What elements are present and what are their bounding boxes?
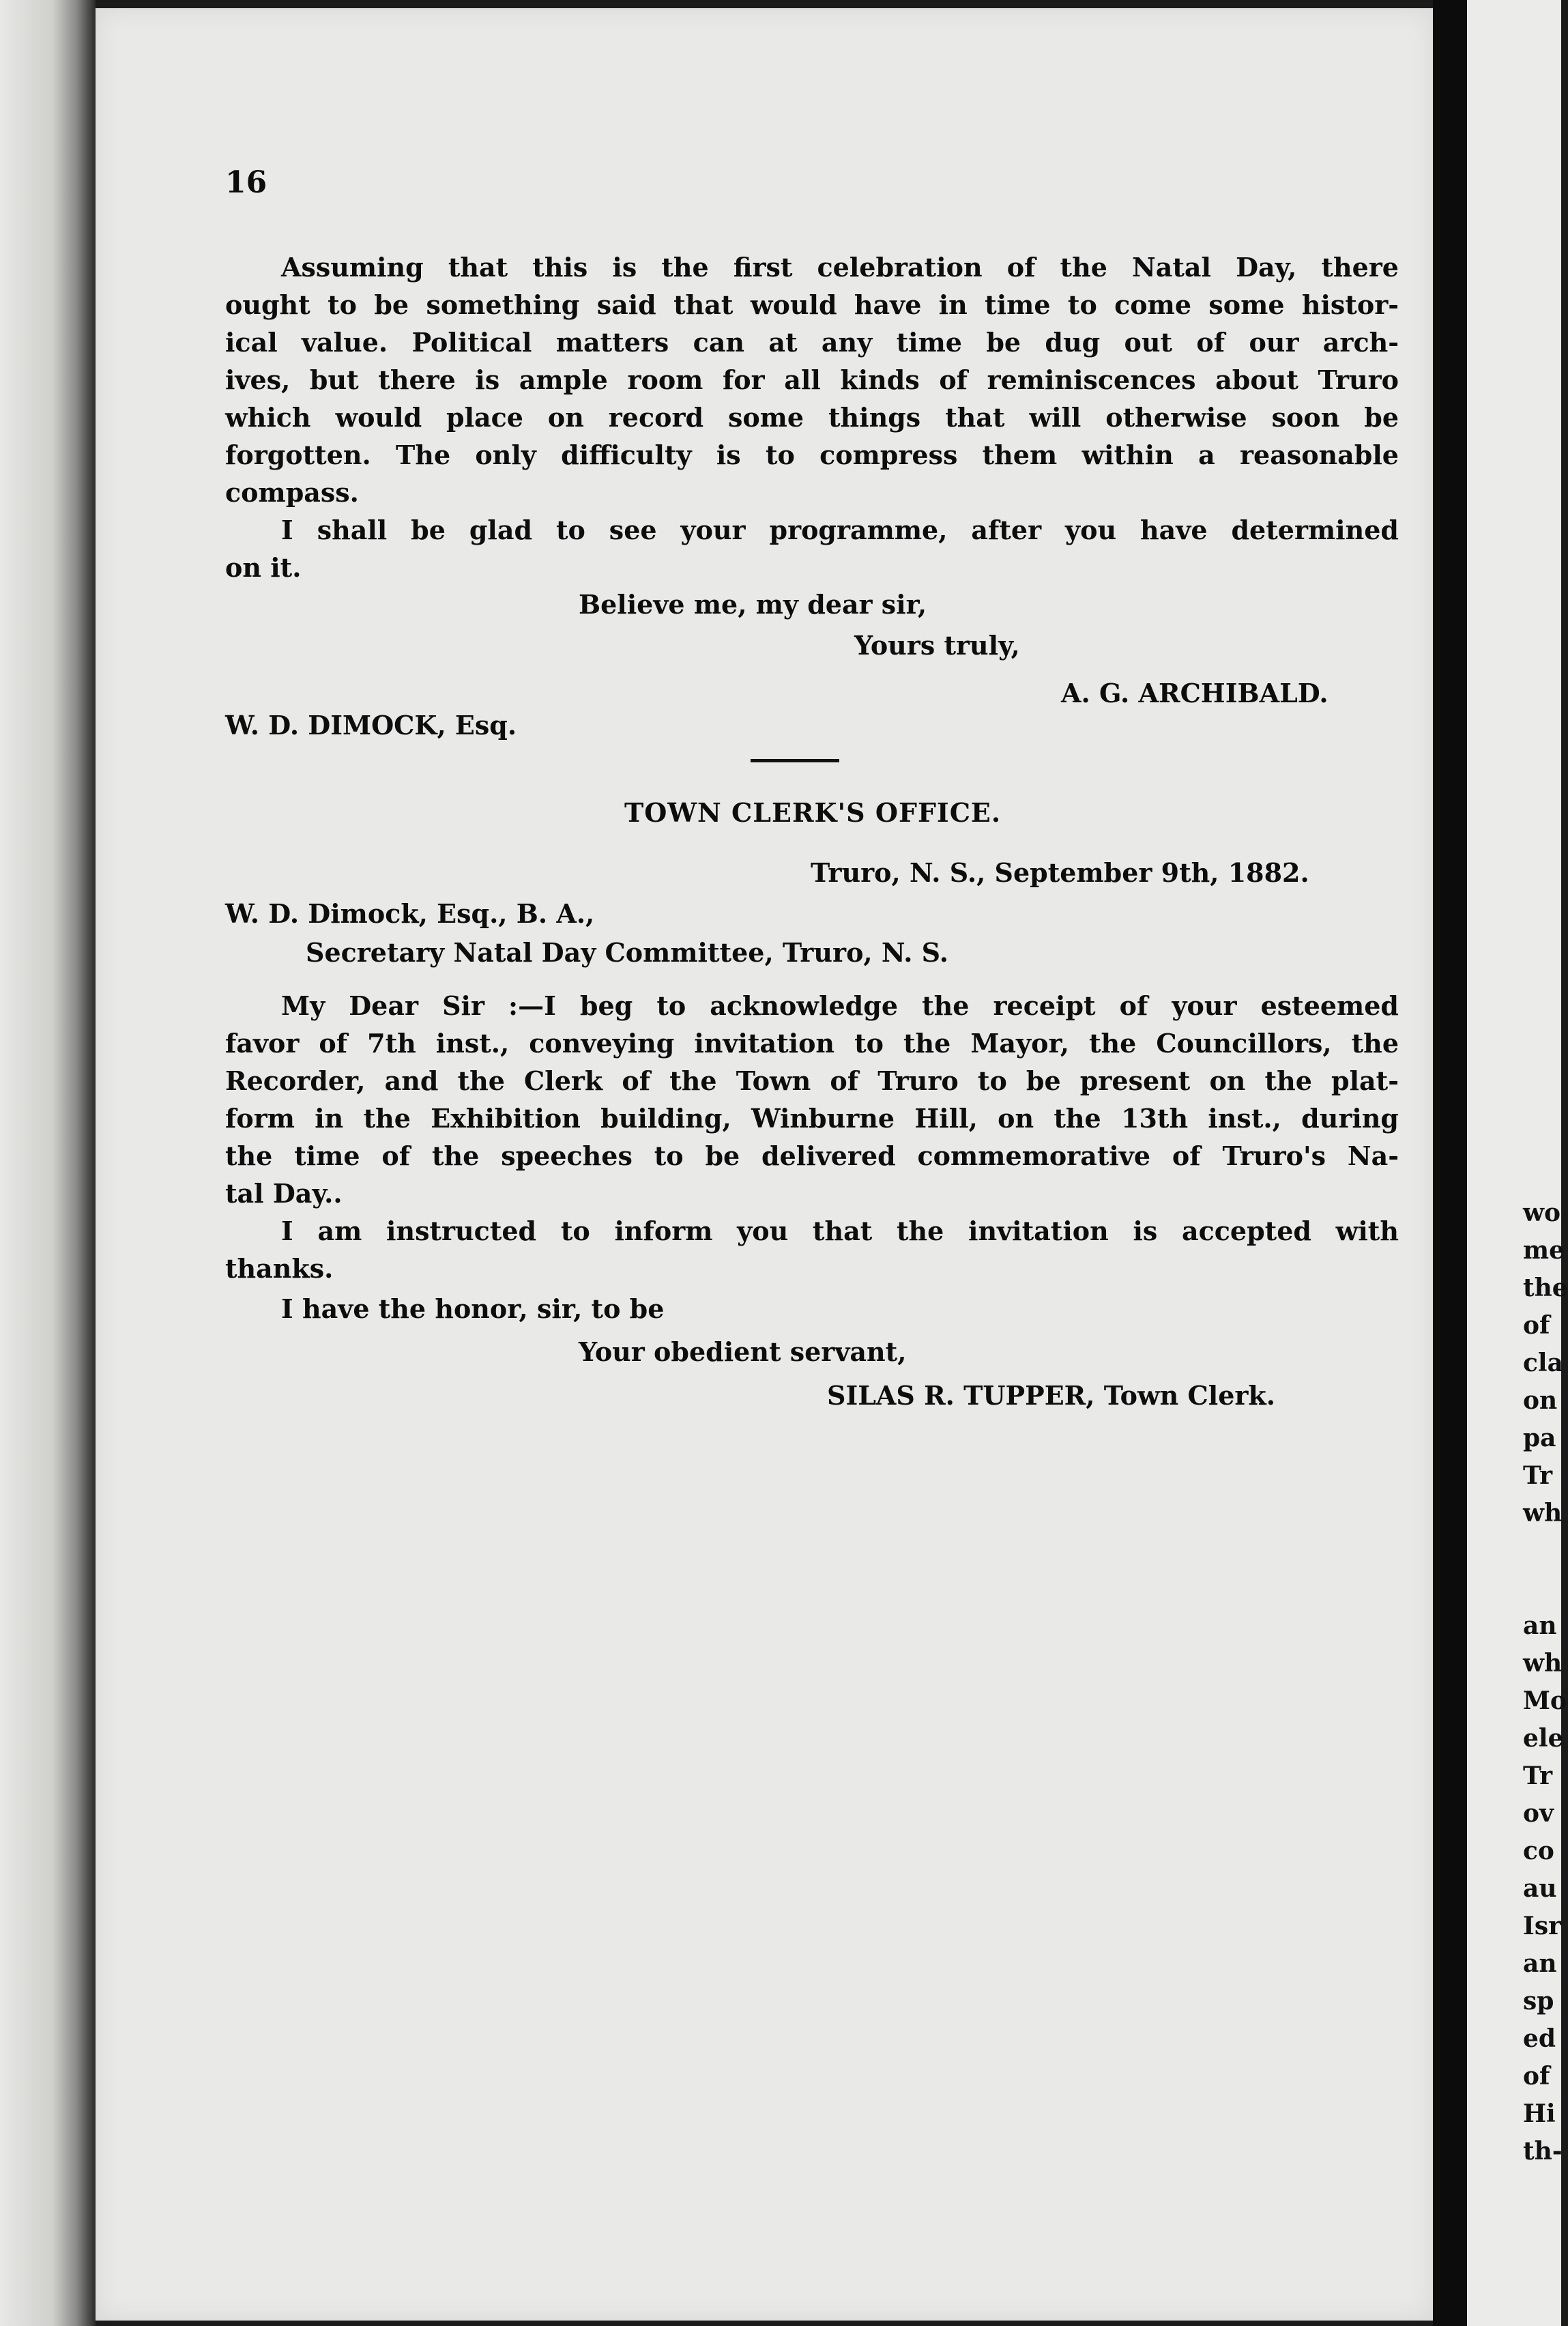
letter1-p1-line6: forgotten. The only difficulty is to compress them within a reasonable (225, 440, 1399, 470)
letter2-dateline: Truro, N. S., September 9th, 1882. (811, 857, 1309, 888)
letter1-p1-line1: Assuming that this is the first celebration of the Natal Day, there (281, 252, 1399, 283)
adjacent-fragment: cla (1523, 1349, 1563, 1377)
letter1-p1-line4: ives, but there is ample room for all kinds of reminiscences about Truro (225, 364, 1399, 395)
adjacent-fragment: me (1523, 1236, 1565, 1265)
adjacent-fragment: on (1523, 1386, 1558, 1415)
letter2-addressee-line2: Secretary Natal Day Committee, Truro, N. S. (306, 937, 948, 968)
letter1-p2-line2: on it. (225, 552, 302, 583)
letter2-p1-line5: the time of the speeches to be delivered commemorative of Truro's Na- (225, 1140, 1399, 1171)
adjacent-fragment: wh (1523, 1499, 1563, 1527)
letter2-p1-line2: favor of 7th inst., conveying invitation to the Mayor, the Councillors, the (225, 1028, 1399, 1059)
adjacent-fragment: wo (1523, 1198, 1561, 1227)
adjacent-fragment (1523, 1532, 1568, 1607)
letter2-p1-line6: tal Day.. (225, 1178, 343, 1209)
adjacent-fragment: wh (1523, 1649, 1563, 1678)
letter2-addressee-line1: W. D. Dimock, Esq., B. A., (225, 898, 595, 929)
adjacent-page-text (1523, 1194, 1568, 2170)
adjacent-fragment: th- (1523, 2137, 1563, 2166)
letter1-closing: Believe me, my dear sir, (579, 589, 927, 620)
letter2-closing2: Your obedient servant, (579, 1336, 907, 1367)
adjacent-fragment: Mo (1523, 1686, 1567, 1715)
letter2-p2-line1: I am instructed to inform you that the invitation is accepted with (281, 1216, 1399, 1246)
letter1-p1-line3: ical value. Political matters can at any time be dug out of our arch- (225, 327, 1399, 358)
adjacent-fragment: Tr (1523, 1762, 1553, 1790)
adjacent-fragment: Tr (1523, 1461, 1553, 1490)
letter2-p1-line4: form in the Exhibition building, Winburne Hill, on the 13th inst., during (225, 1103, 1399, 1134)
letter2-signature: SILAS R. TUPPER, Town Clerk. (827, 1380, 1275, 1411)
letter1-p1-line2: ought to be something said that would have in time to come some histor- (225, 289, 1399, 320)
letter2-closing1: I have the honor, sir, to be (281, 1293, 665, 1324)
adjacent-fragment: au (1523, 1874, 1557, 1903)
adjacent-fragment: co (1523, 1837, 1554, 1865)
letter1-addressee: W. D. DIMOCK, Esq. (225, 710, 517, 741)
letter2-p1-line1: My Dear Sir :—I beg to acknowledge the receipt of your esteemed (281, 990, 1399, 1021)
adjacent-fragment: ele (1523, 1724, 1564, 1753)
adjacent-fragment: ov (1523, 1799, 1554, 1828)
page-number: 16 (225, 165, 267, 200)
adjacent-fragment: Hi (1523, 2099, 1556, 2128)
book-left-edge (0, 0, 96, 2326)
letter2-heading: TOWN CLERK'S OFFICE. (624, 797, 1002, 828)
letter1-p2-line1: I shall be glad to see your programme, after you have determined (281, 515, 1399, 545)
letter2-p1-line3: Recorder, and the Clerk of the Town of Truro to be present on the plat- (225, 1065, 1399, 1096)
adjacent-fragment: the (1523, 1274, 1568, 1302)
adjacent-fragment: ed (1523, 2024, 1556, 2053)
adjacent-fragment: sp (1523, 1987, 1554, 2015)
adjacent-fragment: an (1523, 1949, 1557, 1978)
letter1-p1-line5: which would place on record some things that will otherwise soon be (225, 402, 1399, 433)
adjacent-fragment: pa (1523, 1424, 1556, 1452)
letter1-closing2: Yours truly, (854, 630, 1020, 661)
book-gutter (1433, 0, 1467, 2326)
letter1-p1-line7: compass. (225, 477, 359, 508)
section-divider (751, 759, 839, 762)
adjacent-fragment: an (1523, 1611, 1557, 1640)
adjacent-fragment: of (1523, 1311, 1550, 1340)
adjacent-fragment: Isr (1523, 1912, 1562, 1940)
adjacent-fragment: of (1523, 2062, 1550, 2091)
letter2-p2-line2: thanks. (225, 1253, 334, 1284)
letter1-signature: A. G. ARCHIBALD. (1061, 678, 1329, 708)
